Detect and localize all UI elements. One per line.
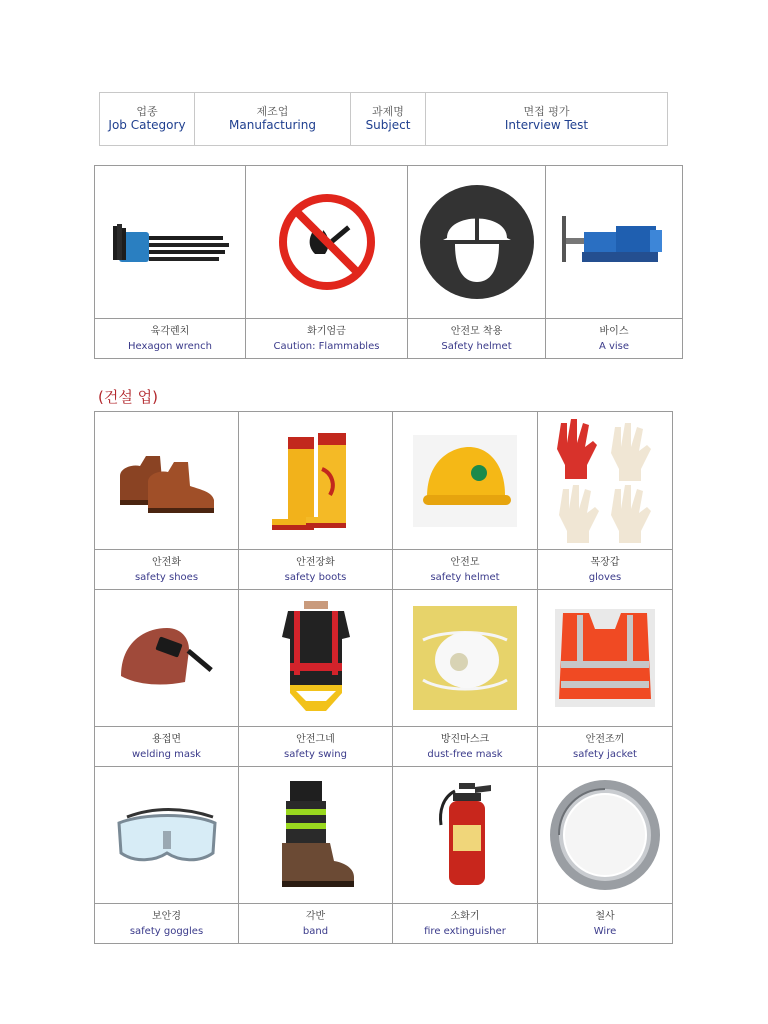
ppe-image-cell xyxy=(95,412,239,550)
ppe-name-ko: 각반 xyxy=(305,910,326,922)
subject-cell xyxy=(351,93,426,146)
ppe-image-cell xyxy=(393,590,538,727)
ppe-label-cell xyxy=(95,550,239,590)
ppe-name-ko: 용접면 xyxy=(152,733,181,745)
manufacturing-cell xyxy=(195,93,351,146)
tool-name-en: A vise xyxy=(598,340,630,352)
safety-shoes-icon xyxy=(112,446,222,516)
tool-image-cell xyxy=(95,166,246,319)
ppe-name-en: fire extinguisher xyxy=(424,925,506,937)
section-title: (건설 업) xyxy=(98,388,158,406)
ppe-label-cell xyxy=(239,904,393,944)
manufacturing-en: Manufacturing xyxy=(229,118,316,133)
ppe-name-en: gloves xyxy=(588,571,622,583)
ppe-name-ko: 방진마스크 xyxy=(440,733,490,745)
tool-label-cell xyxy=(546,319,683,359)
tool-image-cell xyxy=(246,166,408,319)
tool-label-cell xyxy=(95,319,246,359)
interview-test-ko: 면접 평가 xyxy=(523,104,570,118)
tool-name-ko: 육각렌치 xyxy=(150,325,190,337)
ppe-name-en: dust-free mask xyxy=(427,748,503,760)
wire-coil-icon xyxy=(549,779,661,891)
hard-hat-icon xyxy=(413,435,517,527)
ppe-name-ko: 안전그네 xyxy=(296,733,335,745)
ppe-name-ko: 안전조끼 xyxy=(585,733,625,745)
ppe-label-cell xyxy=(95,727,239,767)
safety-harness-icon xyxy=(276,601,356,715)
ppe-name-ko: 철사 xyxy=(595,910,615,922)
bench-vise-icon xyxy=(554,212,674,272)
ppe-name-ko: 보안경 xyxy=(152,910,181,922)
header-info-table xyxy=(99,92,668,146)
ppe-image-cell xyxy=(538,590,673,727)
safety-boots-icon xyxy=(266,429,366,533)
helmet-sign-icon xyxy=(417,182,537,302)
tool-name-en: Safety helmet xyxy=(441,340,512,352)
ppe-image-cell xyxy=(239,767,393,904)
no-fire-sign-icon xyxy=(277,192,377,292)
goggles-icon xyxy=(113,801,221,869)
ppe-name-ko: 안전장화 xyxy=(296,556,335,568)
tool-name-ko: 안전모 착용 xyxy=(450,325,503,337)
ppe-image-cell xyxy=(95,767,239,904)
ppe-name-ko: 안전화 xyxy=(152,556,181,568)
interview-test-cell xyxy=(426,93,668,146)
dust-mask-icon xyxy=(413,606,517,710)
ppe-name-en: Wire xyxy=(593,925,617,937)
ppe-name-en: safety boots xyxy=(284,571,347,583)
safety-vest-icon xyxy=(555,609,655,707)
ppe-image-cell xyxy=(239,590,393,727)
ppe-label-cell xyxy=(239,727,393,767)
ppe-image-cell xyxy=(538,767,673,904)
interview-test-en: Interview Test xyxy=(504,118,589,133)
gloves-icon xyxy=(549,417,661,545)
tool-name-en: Caution: Flammables xyxy=(273,340,380,352)
tool-name-ko: 바이스 xyxy=(599,325,629,337)
tools-table xyxy=(94,165,683,359)
subject-en: Subject xyxy=(365,118,411,133)
ppe-label-cell xyxy=(393,727,538,767)
ppe-name-en: safety shoes xyxy=(134,571,199,583)
job-category-en: Job Category xyxy=(108,118,186,133)
job-category-cell xyxy=(100,93,195,146)
welding-mask-icon xyxy=(115,620,219,696)
ppe-image-cell xyxy=(393,767,538,904)
job-category-ko: 업종 xyxy=(136,104,158,118)
ppe-name-en: welding mask xyxy=(132,748,201,760)
ppe-label-cell xyxy=(538,904,673,944)
leg-band-icon xyxy=(272,781,360,889)
ppe-name-en: safety goggles xyxy=(129,925,204,937)
ppe-name-ko: 목장갑 xyxy=(590,556,620,568)
ppe-name-ko: 소화기 xyxy=(450,910,480,922)
tool-name-en: Hexagon wrench xyxy=(128,340,212,352)
tool-image-cell xyxy=(546,166,683,319)
ppe-label-cell xyxy=(538,727,673,767)
ppe-name-en: band xyxy=(302,925,329,937)
tool-label-cell xyxy=(246,319,408,359)
ppe-label-cell xyxy=(538,550,673,590)
tool-label-cell xyxy=(408,319,546,359)
ppe-label-cell xyxy=(393,550,538,590)
ppe-table xyxy=(94,411,673,944)
ppe-label-cell xyxy=(239,550,393,590)
ppe-name-ko: 안전모 xyxy=(450,556,480,568)
ppe-name-en: safety swing xyxy=(284,748,347,760)
subject-ko: 과제명 xyxy=(372,104,404,118)
ppe-image-cell xyxy=(95,590,239,727)
manufacturing-ko: 제조업 xyxy=(256,104,289,118)
ppe-image-cell xyxy=(538,412,673,550)
ppe-image-cell xyxy=(393,412,538,550)
hex-key-set-icon xyxy=(105,212,235,272)
ppe-name-en: safety helmet xyxy=(430,571,500,583)
fire-extinguisher-icon xyxy=(435,781,495,889)
ppe-name-en: safety jacket xyxy=(573,748,637,760)
tool-name-ko: 화기엄금 xyxy=(307,325,346,337)
tool-image-cell xyxy=(408,166,546,319)
ppe-image-cell xyxy=(239,412,393,550)
ppe-label-cell xyxy=(95,904,239,944)
ppe-label-cell xyxy=(393,904,538,944)
